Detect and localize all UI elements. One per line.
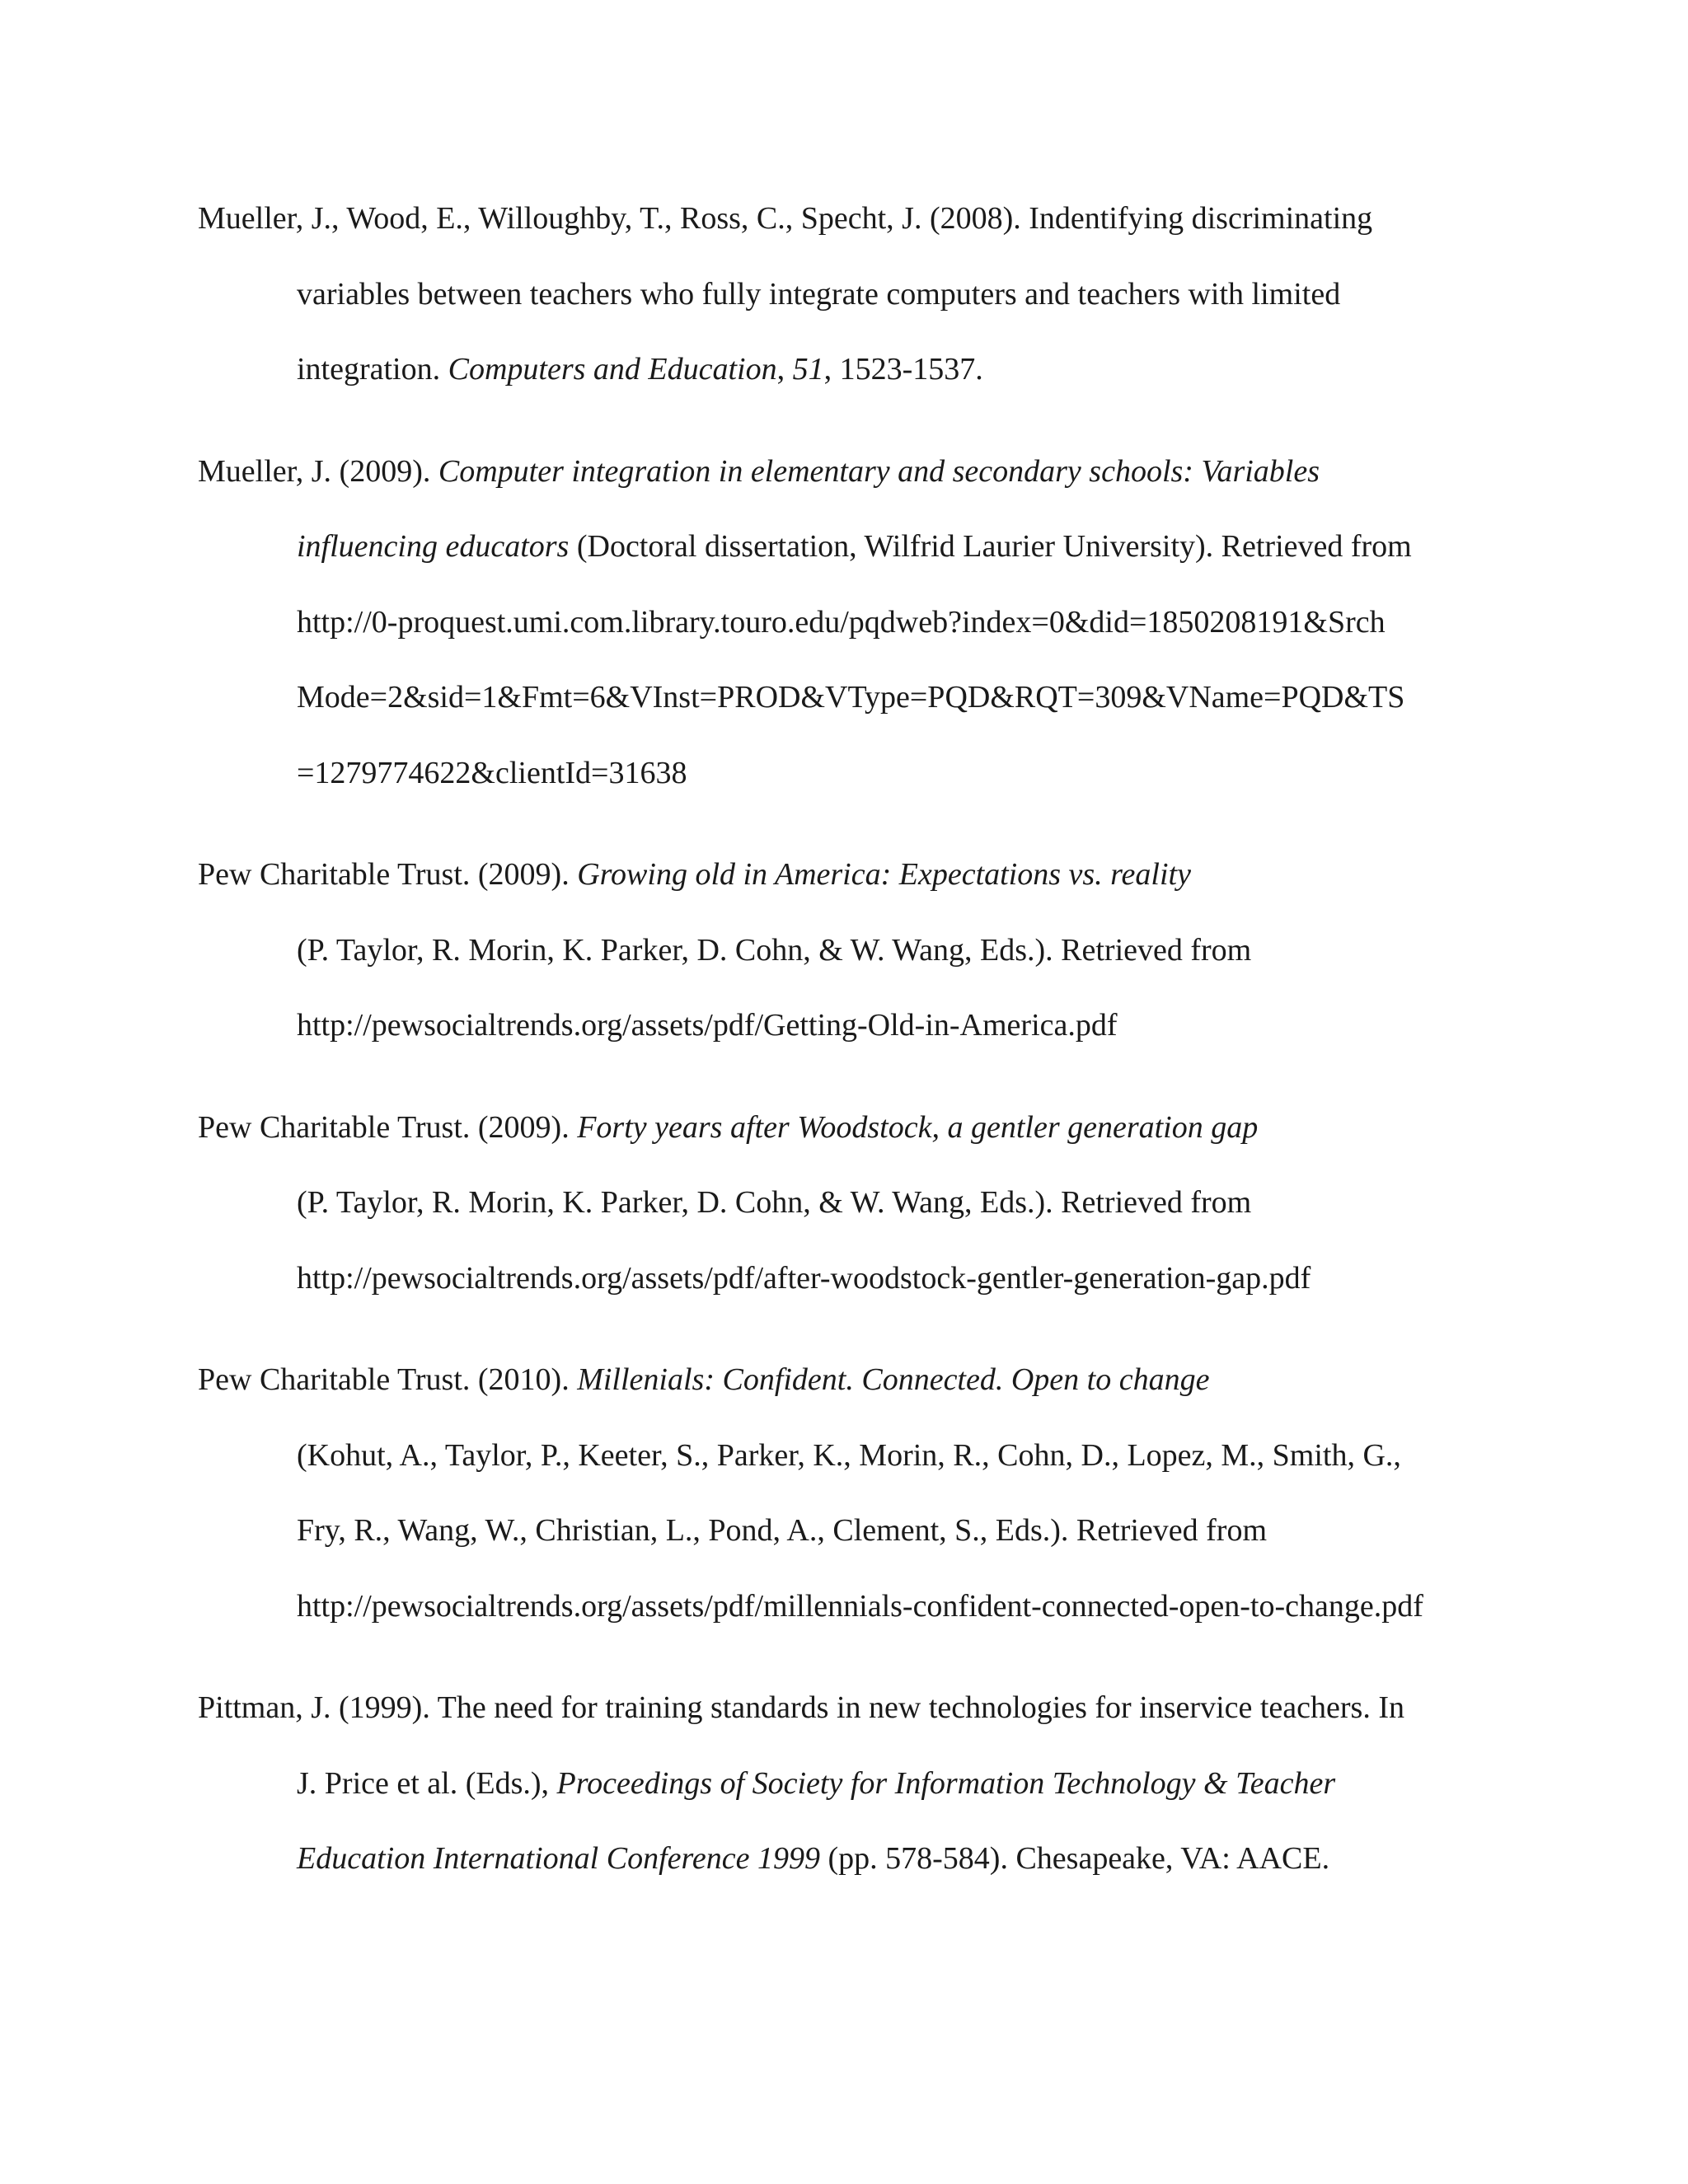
reference-continuation-line: [198, 1175, 1517, 1251]
text-segment: Pew Charitable Trust. (2010).: [198, 1362, 578, 1397]
text-segment: http://pewsocialtrends.org/assets/pdf/millennials-confident-connected-open-to-change.pdf: [297, 1588, 1423, 1624]
text-segment: (P. Taylor, R. Morin, K. Parker, D. Cohn, & W. Wang, Eds.). Retrieved from: [297, 1185, 1252, 1220]
reference-continuation-line: [198, 1428, 1517, 1504]
text-segment: http://0-proquest.umi.com.library.touro.edu/pqdweb?index=0&did=1850208191&Srch: [297, 604, 1386, 640]
text-segment: J. Price et al. (Eds.),: [297, 1765, 557, 1801]
reference-continuation-line: [198, 670, 1517, 746]
text-segment: Mueller, J. (2009).: [198, 453, 438, 489]
reference-first-line: [198, 847, 1517, 923]
reference-first-line: [198, 1100, 1517, 1176]
reference-continuation-line: [198, 595, 1517, 671]
text-segment: Fry, R., Wang, W., Christian, L., Pond, A., Clement, S., Eds.). Retrieved from: [297, 1513, 1267, 1548]
reference-continuation-line: [198, 998, 1517, 1074]
reference-entry: [198, 847, 1517, 1074]
text-segment: Pew Charitable Trust. (2009).: [198, 857, 578, 892]
reference-list: [198, 191, 1517, 1933]
reference-continuation-line: [198, 1831, 1517, 1907]
text-segment: Pittman, J. (1999). The need for training standards in new technologies for inservice teachers. In: [198, 1690, 1404, 1725]
text-segment: Mode=2&sid=1&Fmt=6&VInst=PROD&VType=PQD&RQT=309&VName=PQD&TS: [297, 680, 1405, 715]
reference-continuation-line: [198, 267, 1517, 343]
reference-first-line: [198, 191, 1517, 267]
italic-text-segment: Education International Conference 1999: [297, 1841, 820, 1876]
text-segment: (Doctoral dissertation, Wilfrid Laurier University). Retrieved from: [569, 529, 1412, 564]
reference-first-line: [198, 1680, 1517, 1756]
italic-text-segment: Proceedings of Society for Information Technology & Teacher: [556, 1765, 1336, 1801]
text-segment: integration.: [297, 352, 448, 387]
italic-text-segment: Computers and Education: [448, 352, 777, 387]
reference-first-line: [198, 444, 1517, 520]
text-segment: http://pewsocialtrends.org/assets/pdf/Getting-Old-in-America.pdf: [297, 1008, 1118, 1043]
reference-entry: [198, 1680, 1517, 1907]
reference-entry: [198, 1100, 1517, 1327]
text-segment: Mueller, J., Wood, E., Willoughby, T., Ross, C., Specht, J. (2008). Indentifying discriminating: [198, 201, 1373, 236]
reference-continuation-line: [198, 746, 1517, 822]
italic-text-segment: Growing old in America: Expectations vs. reality: [577, 857, 1191, 892]
reference-continuation-line: [198, 519, 1517, 595]
text-segment: http://pewsocialtrends.org/assets/pdf/after-woodstock-gentler-generation-gap.pdf: [297, 1260, 1311, 1296]
italic-text-segment: 51: [792, 352, 824, 387]
reference-continuation-line: [198, 1503, 1517, 1579]
reference-entry: [198, 191, 1517, 418]
reference-entry: [198, 444, 1517, 822]
reference-continuation-line: [198, 1579, 1517, 1655]
text-segment: (P. Taylor, R. Morin, K. Parker, D. Cohn, & W. Wang, Eds.). Retrieved from: [297, 932, 1252, 968]
text-segment: (Kohut, A., Taylor, P., Keeter, S., Parker, K., Morin, R., Cohn, D., Lopez, M., Smith, G.,: [297, 1437, 1401, 1473]
italic-text-segment: Forty years after Woodstock, a gentler generation gap: [577, 1109, 1259, 1145]
reference-continuation-line: [198, 342, 1517, 418]
italic-text-segment: Computer integration in elementary and secondary schools: Variables: [438, 453, 1320, 489]
text-segment: variables between teachers who fully integrate computers and teachers with limited: [297, 276, 1341, 312]
reference-first-line: [198, 1352, 1517, 1428]
text-segment: =1279774622&clientId=31638: [297, 755, 687, 790]
text-segment: , 1523-1537.: [823, 352, 983, 387]
text-segment: Pew Charitable Trust. (2009).: [198, 1109, 578, 1145]
text-segment: ,: [776, 352, 793, 387]
text-segment: (pp. 578-584). Chesapeake, VA: AACE.: [819, 1841, 1330, 1876]
italic-text-segment: influencing educators: [297, 529, 570, 564]
italic-text-segment: Millenials: Confident. Connected. Open to change: [577, 1362, 1210, 1397]
reference-continuation-line: [198, 1756, 1517, 1832]
reference-entry: [198, 1352, 1517, 1654]
reference-continuation-line: [198, 1251, 1517, 1327]
reference-continuation-line: [198, 923, 1517, 999]
